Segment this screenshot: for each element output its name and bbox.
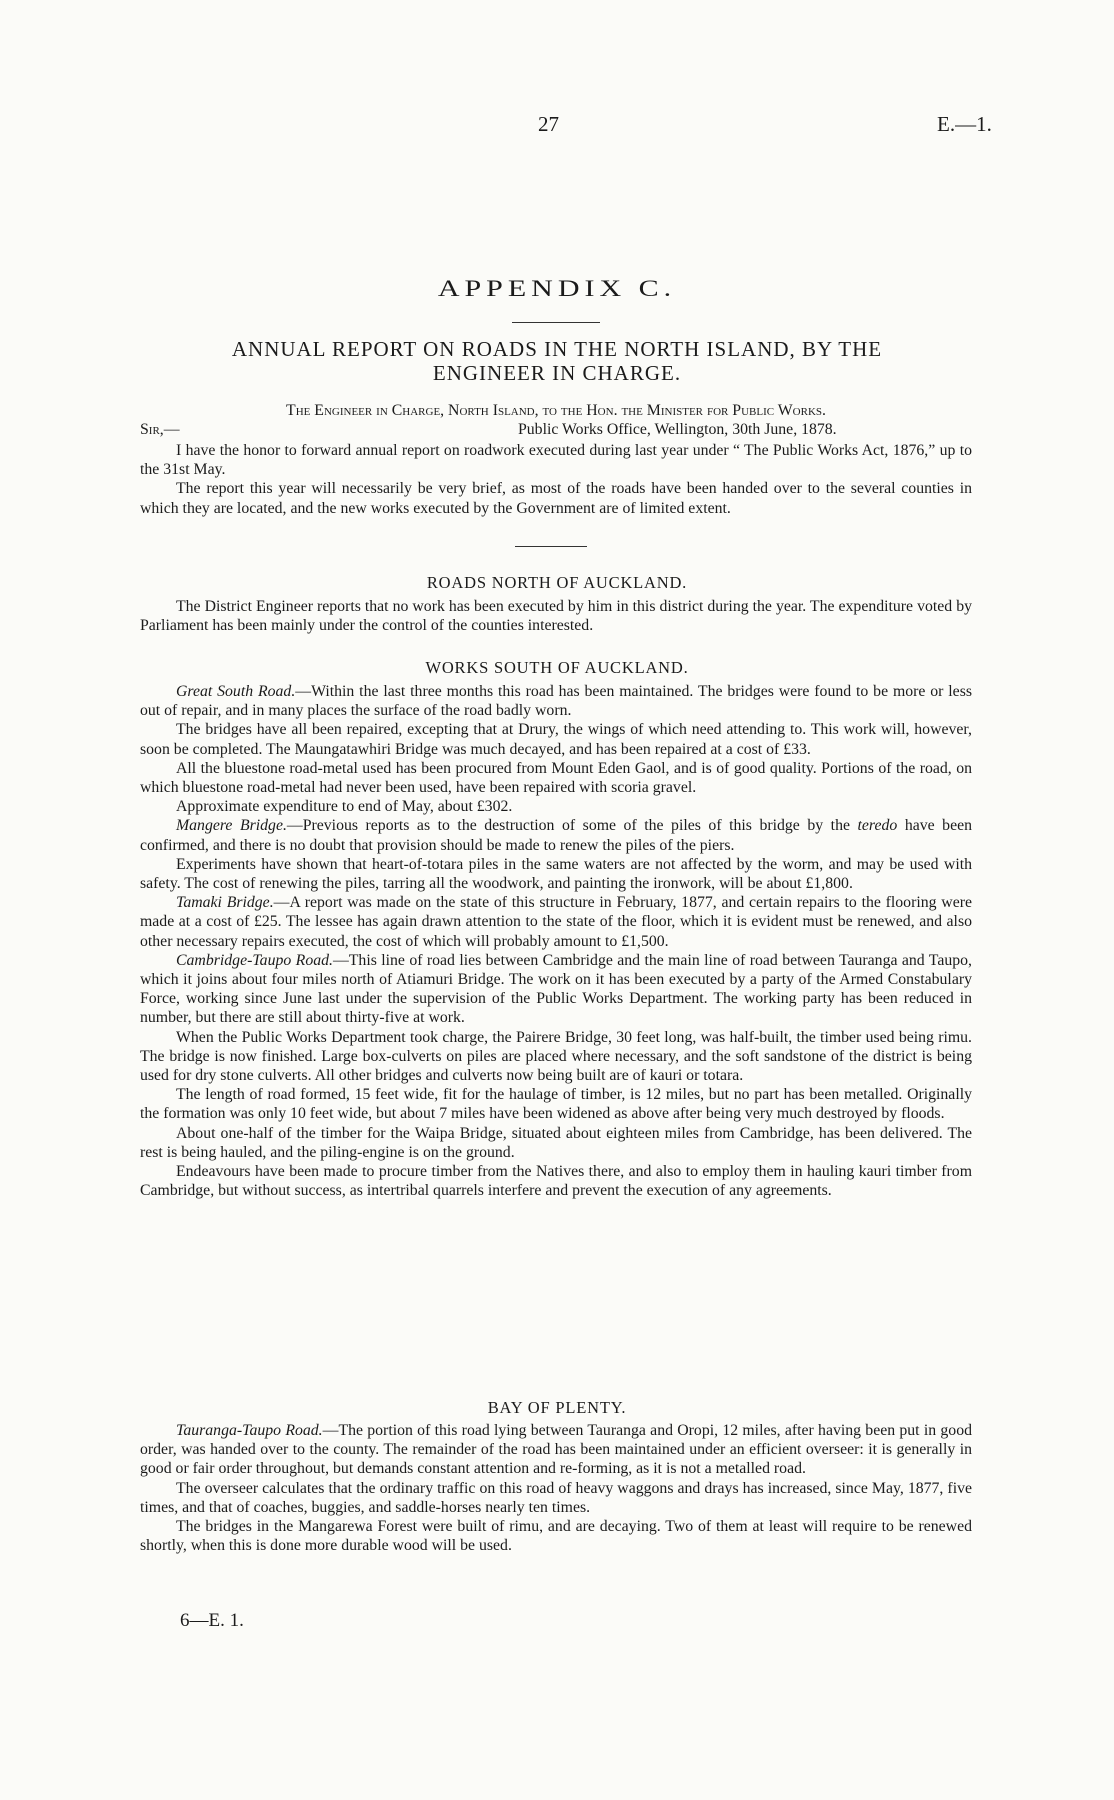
document-reference: E.—1. [937, 112, 992, 136]
report-title-line-1: ANNUAL REPORT ON ROADS IN THE NORTH ISLAND, BY THE [231, 337, 883, 361]
bluestone-paragraph: All the bluestone road-metal used has been procured from Mount Eden Gaol, and is of good quality. Portions of the road, on which bluestone road-metal had never been used, have been repaired with scoria gravel. [140, 759, 972, 797]
footer-signature-mark: 6—E. 1. [180, 1610, 244, 1631]
intro-section [140, 441, 972, 518]
road-length-paragraph: The length of road formed, 15 feet wide, fit for the haulage of timber, is 12 miles, but no part has been metalled. Originally the formation was only 10 feet wide, but about 7 miles have been widened as above after being very much destroyed by floods. [140, 1086, 972, 1123]
heading-works-south: WORKS SOUTH OF AUCKLAND. [425, 658, 689, 677]
tauranga-taupo-text: —The portion of this road lying between Tauranga and Oropi, 12 miles, after having been put in good order, was handed over to the county. The remainder of the road has been maintained under an efficient overseer: it is generally in good or fair order throughout, but demands constant attention and re-forming, as it is not a metalled road. [140, 1422, 972, 1478]
report-title [0, 337, 1114, 385]
pairere-bridge-paragraph: When the Public Works Department took charge, the Pairere Bridge, 30 feet long, was half-built, the timber used being rimu. The bridge is now finished. Large box-culverts on piles are placed where necessary, and the soft sandstone of the district is being used for dry stone culverts. All other bridges and culverts now being built are of kauri or totara. [140, 1028, 972, 1085]
page-number: 27 [538, 112, 559, 136]
teredo-word: teredo [857, 817, 898, 835]
section-rule [515, 546, 587, 547]
great-south-road-text: —Within the last three months this road has been maintained. The bridges were found to be more or less out of repair, and in many places the surface of the road badly worn. [140, 683, 972, 720]
bridges-repair-paragraph: The bridges have all been repaired, excepting that at Drury, the wings of which need attending to. This work will, however, soon be completed. The Maungatawhiri Bridge was much decayed, and has been repaired at a cost of £33. [140, 721, 972, 758]
heading-roads-north: ROADS NORTH OF AUCKLAND. [426, 573, 688, 592]
natives-timber-paragraph: Endeavours have been made to procure timber from the Natives there, and also to employ them in hauling kauri timber from Cambridge, but without success, as intertribal quarrels interfere and prevent the execution of any agreements. [140, 1163, 972, 1200]
salutation: Sir,— [140, 421, 180, 438]
mangarewa-paragraph: The bridges in the Mangarewa Forest were built of rimu, and are decaying. Two of them at least will require to be renewed shortly, when this is done more durable wood will be used. [140, 1518, 972, 1555]
north-paragraph: The District Engineer reports that no work has been executed by him in this district during the year. The expenditure voted by Parliament has been mainly under the control of the counties interested. [140, 598, 972, 635]
mangere-bridge-text-a: —Previous reports as to the destruction of some of the piles of this bridge by the [286, 817, 858, 835]
tamaki-bridge-text: —A report was made on the state of this structure in February, 1877, and certain repairs to the flooring were made at a cost of £25. The lessee has again drawn attention to the state of the floor, which it is evident must be renewed, and also other necessary repairs executed, the cost of which will probably amount to £1,500. [140, 894, 972, 950]
mangere-bridge-label: Mangere Bridge. [176, 817, 287, 835]
traffic-paragraph: The overseer calculates that the ordinary traffic on this road of heavy waggons and drays has increased, since May, 1877, five times, and that of coaches, buggies, and saddle-horses nearly ten times. [140, 1479, 972, 1516]
tauranga-taupo-paragraph [140, 1421, 972, 1479]
south-section [140, 682, 972, 1200]
title-rule [512, 322, 600, 323]
mangere-bridge-text-b: have been confirmed, and there is no doubt that provision should be made to renew the piles of the piers. [140, 817, 972, 854]
intro-paragraph-1: I have the honor to forward annual report on roadwork executed during last year under “ The Public Works Act, 1876,” up to the 31st May. [140, 442, 972, 479]
report-title-line-2: ENGINEER IN CHARGE. [432, 361, 682, 385]
tamaki-bridge-paragraph [140, 893, 972, 951]
tamaki-bridge-label: Tamaki Bridge. [176, 894, 274, 912]
great-south-road-paragraph [140, 682, 972, 720]
tauranga-taupo-label: Tauranga-Taupo Road. [176, 1422, 323, 1439]
bay-section [140, 1421, 972, 1555]
office-dateline: Public Works Office, Wellington, 30th June, 1878. [518, 421, 837, 438]
intro-paragraph-2: The report this year will necessarily be very brief, as most of the roads have been handed over to the several counties in which they are located, and the new works executed by the Government are of limited extent. [140, 480, 972, 517]
cambridge-taupo-text: —This line of road lies between Cambridge and the main line of road between Tauranga and Taupo, which it joins about four miles north of Atiamuri Bridge. The work on it has been executed by a party of the Armed Constabulary Force, working since June last under the supervision of the Public Works Department. The working party has been reduced in number, but there are still about thirty-five at work. [140, 951, 972, 1027]
great-south-road-label: Great South Road. [176, 683, 296, 700]
waipa-bridge-paragraph: About one-half of the timber for the Waipa Bridge, situated about eighteen miles from Cambridge, has been delivered. The rest is being hauled, and the piling-engine is on the ground. [140, 1124, 972, 1161]
north-section [140, 597, 972, 635]
cambridge-taupo-paragraph [140, 951, 972, 1028]
mangere-bridge-paragraph [140, 816, 972, 854]
appendix-title: APPENDIX C. [437, 275, 677, 302]
cambridge-taupo-label: Cambridge-Taupo Road. [176, 951, 333, 969]
heading-bay-of-plenty: BAY OF PLENTY. [487, 1398, 627, 1417]
expenditure-paragraph: Approximate expenditure to end of May, about £302. [176, 798, 513, 816]
totara-piles-paragraph: Experiments have shown that heart-of-totara piles in the same waters are not affected by the worm, and may be used with safety. The cost of renewing the piles, tarring all the woodwork, and painting the ironwork, will be about £1,800. [140, 855, 972, 893]
address-line: The Engineer in Charge, North Island, to the Hon. the Minister for Public Works. [286, 402, 826, 419]
